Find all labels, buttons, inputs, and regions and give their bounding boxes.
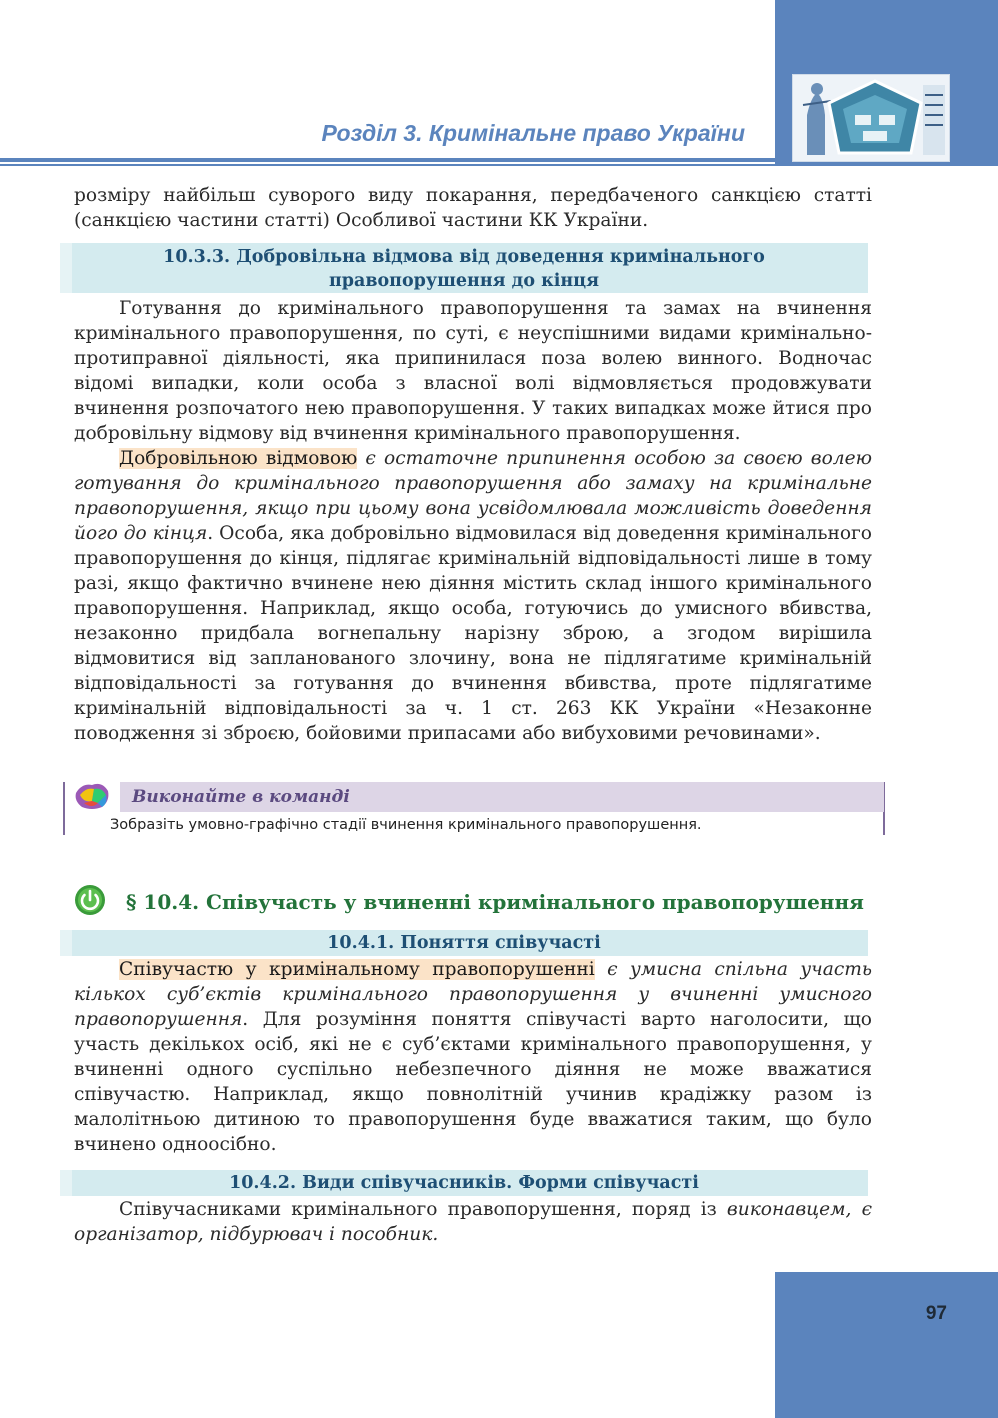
definition-complicity: є умисна спільна участь кількох суб’єктів кримінального правопорушення у вчиненні умисного правопорушення xyxy=(74,959,872,1030)
subsection-heading-line-2: правопорушення до кінця xyxy=(328,271,600,291)
team-task-title: Виконайте в команді xyxy=(120,782,884,812)
subsection-heading-line-1: 10.3.3. Добровільна відмова від доведення кримінального xyxy=(163,247,765,267)
paragraph-voluntary-refusal xyxy=(74,446,872,746)
subsection-heading-text: 10.4.2. Види співучасників. Форми співучасті xyxy=(229,1173,699,1193)
term-complicity: Співучастю у кримінальному правопорушенні xyxy=(119,959,595,980)
paragraph-complicity-rest: . Для розуміння поняття співучасті варто наголосити, що участь декількох осіб, які не є суб’єктами кримінального правопорушення, у вчиненні одного суспільно небезпечного діяння не може вважатися співучастю. Наприклад, якщо повнолітній учинив крадіжку разом із малолітньою дитиною то правопорушення буде вважатися таким, що було вчинено одноосібно. xyxy=(74,1009,872,1155)
subsection-heading-text: 10.4.1. Поняття співучасті xyxy=(327,933,601,953)
definition-voluntary-refusal: є остаточне припинення особою за своєю волею готування до кримінального правопорушення або замаху на кримінальне правопорушення, якщо при цьому вона усвідомлювала можливість доведення його до кінця xyxy=(74,448,873,544)
subsection-heading-10-4-2 xyxy=(60,1170,868,1196)
page-number: 97 xyxy=(925,1303,947,1324)
team-puzzle-icon xyxy=(72,779,112,813)
paragraph-voluntary-refusal-rest: . Особа, яка добровільно відмовилася від доведення кримінального правопорушення до кінця, підлягає кримінальній відповідальності лише в тому разі, якщо фактично вчинене нею діяння містить склад іншого кримінального правопорушення. Наприклад, якщо особа, готуючись до умисного вбивства, незаконно придбала вогнепальну нарізну зброю, а згодом вирішила відмовитися від запланованого злочину, вона не підлягатиме кримінальній відповідальності за готування до вчинення вбивства, проте підлягатиме кримінальній відповідальності за ч. 1 ст. 263 КК України «Незаконне поводження зі зброєю, бойовими припасами або вибуховими речовинами». xyxy=(74,523,872,744)
section-power-icon xyxy=(74,884,106,916)
page-number-box xyxy=(775,1272,998,1418)
paragraph-accomplices xyxy=(74,1197,872,1247)
header-divider xyxy=(0,158,775,162)
chapter-title: Розділ 3. Кримінальне право України xyxy=(321,120,745,146)
team-box-left-border xyxy=(63,782,65,835)
paragraph-preparation: Готування до кримінального правопорушення та замах на вчинення кримінального правопорушення, по суті, є неуспішними видами кримінально-протиправної діяльності, яка припинилася поза волею винного. Водночас відомі випадки, коли особа з власної волі відмовляється продовжувати вчинення розпочатого нею правопорушення. У таких випадках може йтися про добровільну відмову від вчинення кримінального правопорушення. xyxy=(74,298,872,444)
paragraph-accomplices-start: Співучасниками кримінального правопорушення, поряд із xyxy=(119,1199,727,1220)
section-title-10-4: § 10.4. Співучасть у вчиненні кримінального правопорушення xyxy=(126,890,864,914)
paragraph-accomplices-roles: виконавцем, є організатор, підбурювач і пособник. xyxy=(74,1199,872,1245)
intro-paragraph: розміру найбільш суворого виду покарання, передбаченого санкцією статті (санкцією частини статті) Особливої частини КК України. xyxy=(74,185,872,231)
paragraph-complicity xyxy=(74,957,872,1157)
subsection-heading-10-3-3 xyxy=(60,243,868,293)
term-voluntary-refusal: Добровільною відмовою xyxy=(119,448,358,469)
team-task-text: Зобразіть умовно-графічно стадії вчинення кримінального правопорушення. xyxy=(110,817,702,833)
chapter-logo-image xyxy=(792,74,950,162)
subsection-heading-10-4-1 xyxy=(60,930,868,956)
header-divider-thin xyxy=(0,164,998,166)
